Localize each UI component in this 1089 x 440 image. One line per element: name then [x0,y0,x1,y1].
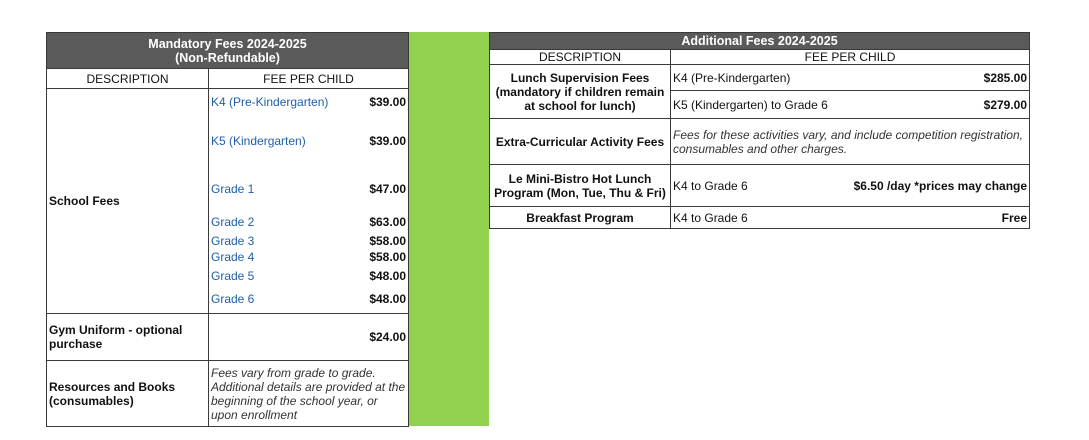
breakfast-grade: K4 to Grade 6 [671,207,851,229]
lunch-price-k4: $285.00 [851,65,1030,91]
mandatory-title-line1: Mandatory Fees 2024-2025 [148,36,307,51]
grade-price: $48.00 [369,292,407,306]
additional-fees-table [489,32,1030,229]
resources-books-label: Resources and Books (consumables) [47,361,209,427]
extra-curricular-label: Extra-Curricular Activity Fees [490,119,671,165]
mandatory-fees-table [46,32,409,427]
mini-bistro-label: Le Mini-Bistro Hot Lunch Program (Mon, Tue, Thu & Fri) [490,165,671,207]
grade-row [211,89,406,115]
grade-row [211,249,406,265]
col-header-description: DESCRIPTION [47,69,209,89]
grade-label: Grade 3 [211,234,255,248]
school-fees-grades-cell [209,89,409,314]
grade-price: $47.00 [369,182,407,196]
grade-label: Grade 4 [211,250,255,264]
grade-row [211,167,406,211]
col-header-fee: FEE PER CHILD [209,69,409,89]
gym-uniform-label: Gym Uniform - optional purchase [47,314,209,361]
grade-label: Grade 2 [211,215,255,229]
grade-label: K5 (Kindergarten) [211,134,306,148]
grade-label: Grade 1 [211,182,255,196]
mini-bistro-grade: K4 to Grade 6 [671,165,851,207]
school-fees-label: School Fees [47,89,209,314]
grade-label: Grade 6 [211,292,255,306]
mandatory-title-line2: (Non-Refundable) [175,50,280,65]
grade-price: $39.00 [369,134,407,148]
breakfast-price: Free [851,207,1030,229]
col-header-description: DESCRIPTION [490,50,671,65]
breakfast-program-label: Breakfast Program [490,207,671,229]
grade-price: $58.00 [369,250,407,264]
grade-row [211,287,406,311]
green-separator-band [408,32,489,426]
grade-price: $48.00 [369,269,407,283]
mandatory-fees-title [47,33,409,69]
grade-price: $58.00 [369,234,407,248]
grade-label: Grade 5 [211,269,255,283]
grade-row [211,115,406,167]
school-fees-grade-list [211,89,406,311]
col-header-fee: FEE PER CHILD [671,50,1030,65]
grade-label: K4 (Pre-Kindergarten) [211,95,329,109]
lunch-grade-k5-g6: K5 (Kindergarten) to Grade 6 [671,91,851,119]
extra-curricular-note: Fees for these activities vary, and include competition registration, consumables and other charges. [671,119,1030,165]
resources-books-note: Fees vary from grade to grade. Additional details are provided at the beginning of the school year, or upon enrollment [209,361,409,427]
gym-uniform-price: $24.00 [209,314,409,361]
lunch-grade-k4: K4 (Pre-Kindergarten) [671,65,851,91]
grade-price: $39.00 [369,95,407,109]
lunch-price-k5-g6: $279.00 [851,91,1030,119]
grade-row [211,211,406,233]
grade-row [211,233,406,249]
lunch-supervision-label: Lunch Supervision Fees (mandatory if children remain at school for lunch) [490,65,671,119]
grade-row [211,265,406,287]
grade-price: $63.00 [369,215,407,229]
mini-bistro-price: $6.50 /day *prices may change [851,165,1030,207]
additional-fees-title: Additional Fees 2024-2025 [490,33,1030,50]
